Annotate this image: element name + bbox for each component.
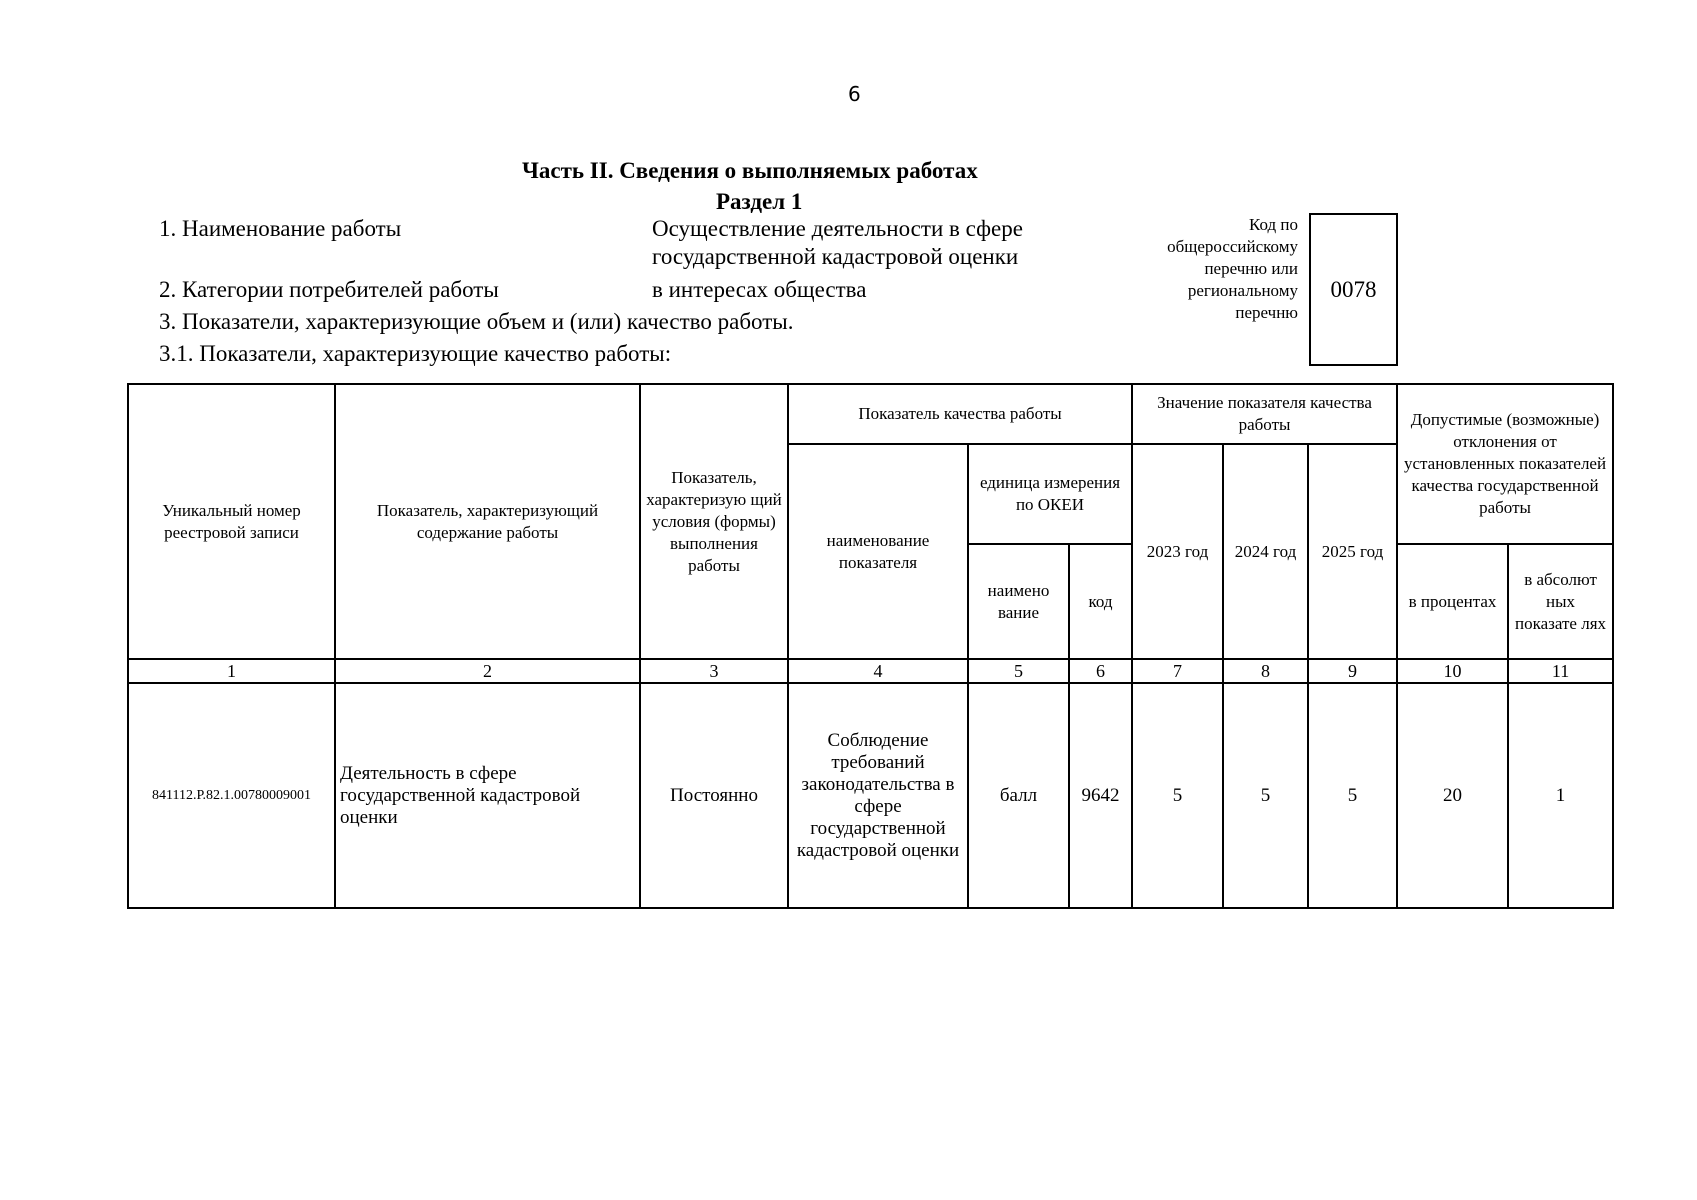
header-in-absolute: в абсолют ных показате лях xyxy=(1508,544,1613,659)
column-number: 3 xyxy=(640,659,788,683)
work-name-value-line1: Осуществление деятельности в сфере xyxy=(652,216,1023,241)
column-number: 5 xyxy=(968,659,1069,683)
header-year-2025: 2025 год xyxy=(1308,444,1397,659)
header-condition-indicator: Показатель, характеризую щий условия (формы) выполнения работы xyxy=(640,384,788,659)
header-in-percent: в процентах xyxy=(1397,544,1508,659)
header-quality-value: Значение показателя качества работы xyxy=(1132,384,1397,444)
header-unit-name: наимено вание xyxy=(968,544,1069,659)
cell-content: Деятельность в сфере государственной кадастровой оценки xyxy=(335,683,640,908)
registry-code-value: 0078 xyxy=(1330,276,1377,302)
header-unit-code: код xyxy=(1069,544,1132,659)
header-unit-okei: единица измерения по ОКЕИ xyxy=(968,444,1132,544)
column-number-row xyxy=(128,659,1613,683)
header-content-indicator: Показатель, характеризующий содержание работы xyxy=(335,384,640,659)
quality-indicators-table xyxy=(127,383,1614,909)
work-name-label: 1. Наименование работы xyxy=(159,216,402,241)
header-unique-number: Уникальный номер реестровой записи xyxy=(128,384,335,659)
page-number: 6 xyxy=(848,82,861,106)
part-title: Часть II. Сведения о выполняемых работах xyxy=(522,158,978,183)
header-year-2024: 2024 год xyxy=(1223,444,1308,659)
column-number: 9 xyxy=(1308,659,1397,683)
column-number: 10 xyxy=(1397,659,1508,683)
cell-deviation-percent: 20 xyxy=(1397,683,1508,908)
column-number: 8 xyxy=(1223,659,1308,683)
header-year-2023: 2023 год xyxy=(1132,444,1223,659)
header-deviations: Допустимые (возможные) отклонения от установленных показателей качества государственной работы xyxy=(1397,384,1613,544)
registry-code-label xyxy=(1110,214,1298,324)
cell-deviation-absolute: 1 xyxy=(1508,683,1613,908)
work-name-value-line2: государственной кадастровой оценки xyxy=(652,244,1019,269)
registry-code-label-line: региональному xyxy=(1187,281,1298,300)
registry-code-label-line: перечню или xyxy=(1204,259,1298,278)
column-number: 6 xyxy=(1069,659,1132,683)
column-number: 2 xyxy=(335,659,640,683)
registry-code-label-line: перечню xyxy=(1235,303,1298,322)
cell-condition: Постоянно xyxy=(640,683,788,908)
registry-code-box xyxy=(1309,213,1398,366)
column-number: 7 xyxy=(1132,659,1223,683)
registry-code-label-line: Код по xyxy=(1249,215,1298,234)
cell-unit-name: балл xyxy=(968,683,1069,908)
header-quality-indicator: Показатель качества работы xyxy=(788,384,1132,444)
column-number: 1 xyxy=(128,659,335,683)
consumers-value: в интересах общества xyxy=(652,277,867,302)
cell-unit-code: 9642 xyxy=(1069,683,1132,908)
consumers-label: 2. Категории потребителей работы xyxy=(159,277,499,302)
indicators-label: 3. Показатели, характеризующие объем и (или) качество работы. xyxy=(159,309,794,334)
section-title: Раздел 1 xyxy=(716,189,803,214)
header-indicator-name: наименование показателя xyxy=(788,444,968,659)
cell-value-2023: 5 xyxy=(1132,683,1223,908)
quality-indicators-label: 3.1. Показатели, характеризующие качество работы: xyxy=(159,341,672,366)
column-number: 4 xyxy=(788,659,968,683)
cell-value-2024: 5 xyxy=(1223,683,1308,908)
column-number: 11 xyxy=(1508,659,1613,683)
table-header-row xyxy=(128,384,1613,444)
registry-code-label-line: общероссийскому xyxy=(1167,237,1298,256)
table-row xyxy=(128,683,1613,908)
cell-indicator-name: Соблюдение требований законодательства в сфере государственной кадастровой оценки xyxy=(788,683,968,908)
cell-unique-number: 841112.Р.82.1.00780009001 xyxy=(128,683,335,908)
cell-value-2025: 5 xyxy=(1308,683,1397,908)
